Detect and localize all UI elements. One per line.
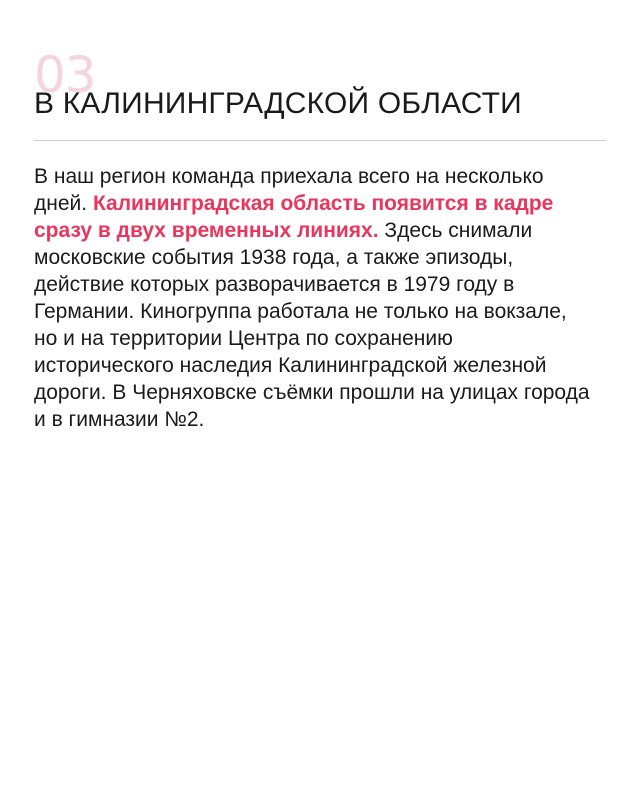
article-rest-text: Здесь снимали московские события 1938 года, а также эпизоды, действие которых разворачивается в 1979 году в Германии. Киногруппа работала не только на вокзале, но и на территории Центра по сохранению исторического наследия Калининградской железной дороги. В Черняховске съёмки прошли на улицах города и в гимназии №2. <box>34 219 590 431</box>
section-title: В КАЛИНИНГРАДСКОЙ ОБЛАСТИ <box>34 87 522 120</box>
divider <box>34 140 606 141</box>
section-number: 03 <box>34 46 96 104</box>
article-paragraph <box>34 163 594 433</box>
article-highlight-text: Калининградская область появится в кадре сразу в двух временных линиях. <box>34 192 554 242</box>
article-lead-text: В наш регион команда приехала всего на несколько дней. <box>34 165 544 215</box>
